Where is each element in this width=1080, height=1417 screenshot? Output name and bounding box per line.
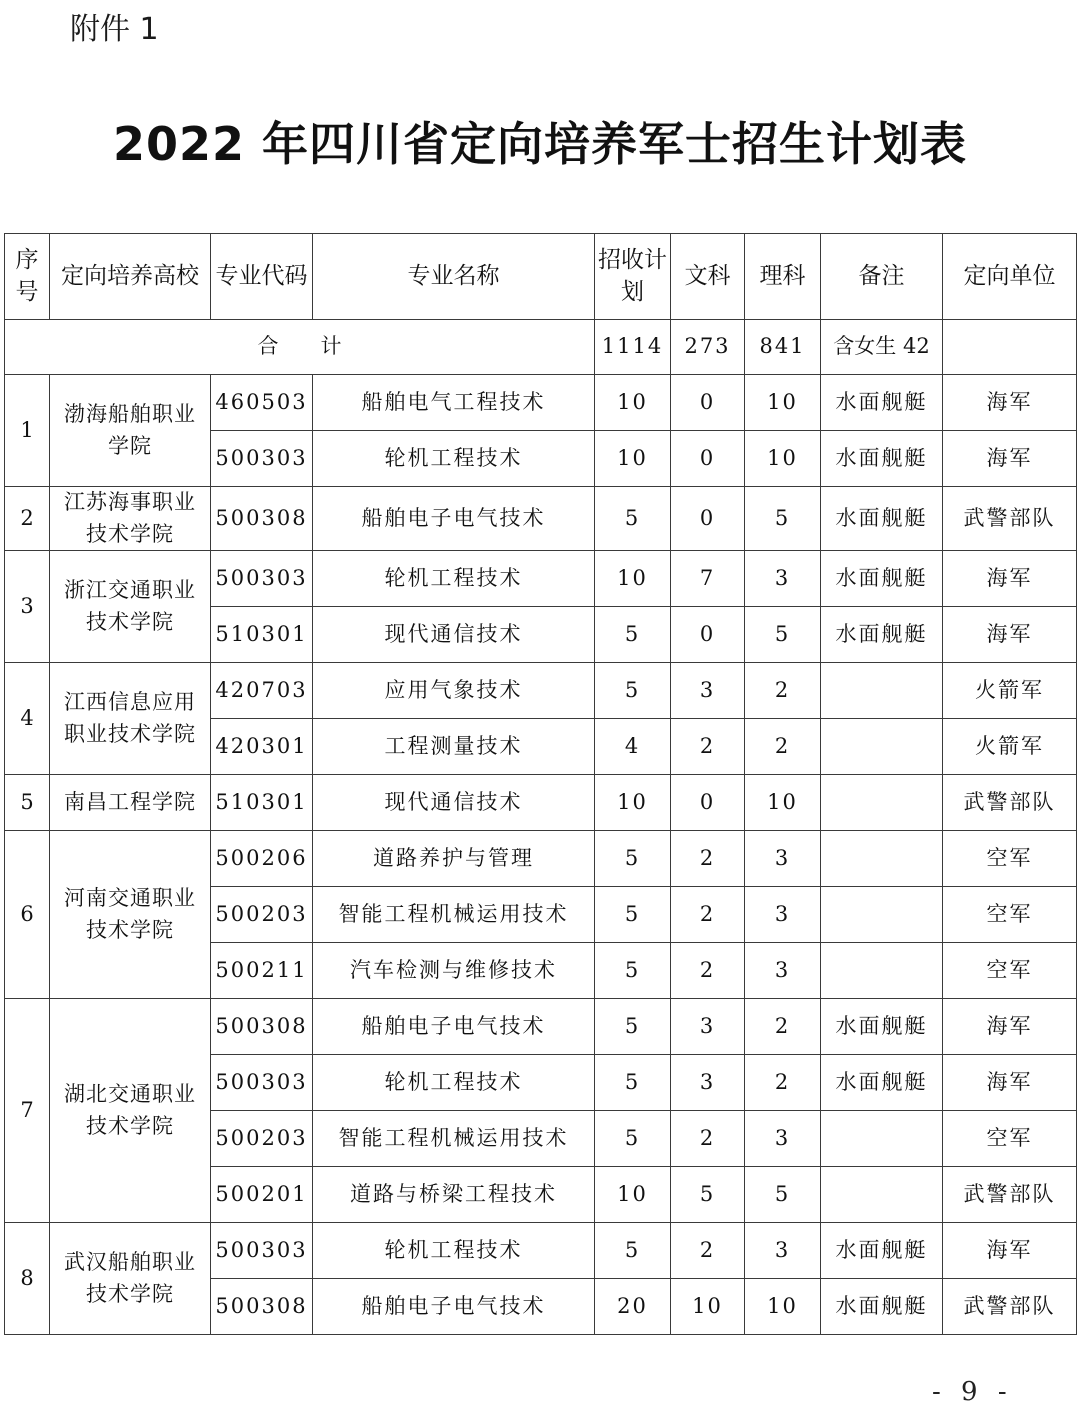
school-name: 河南交通职业技术学院 xyxy=(50,831,211,999)
major-unit: 火箭军 xyxy=(943,663,1077,719)
major-plan: 5 xyxy=(595,663,671,719)
major-arts: 0 xyxy=(671,607,745,663)
table-row xyxy=(5,663,1077,719)
major-plan: 5 xyxy=(595,831,671,887)
major-code: 460503 xyxy=(211,375,313,431)
major-note xyxy=(821,943,943,999)
major-unit: 空军 xyxy=(943,831,1077,887)
header-science: 理科 xyxy=(745,234,821,320)
total-science: 841 xyxy=(745,320,821,375)
major-arts: 3 xyxy=(671,999,745,1055)
major-plan: 5 xyxy=(595,943,671,999)
major-plan: 5 xyxy=(595,1223,671,1279)
total-arts: 273 xyxy=(671,320,745,375)
school-name: 渤海船舶职业学院 xyxy=(50,375,211,487)
school-name: 武汉船舶职业技术学院 xyxy=(50,1223,211,1335)
major-plan: 10 xyxy=(595,775,671,831)
major-note xyxy=(821,663,943,719)
school-seq: 2 xyxy=(5,487,50,551)
major-arts: 2 xyxy=(671,831,745,887)
major-code: 500303 xyxy=(211,431,313,487)
major-code: 500211 xyxy=(211,943,313,999)
attachment-label: 附件 1 xyxy=(70,12,159,47)
major-arts: 7 xyxy=(671,551,745,607)
major-arts: 10 xyxy=(671,1279,745,1335)
table-row xyxy=(5,999,1077,1055)
school-seq: 5 xyxy=(5,775,50,831)
major-plan: 10 xyxy=(595,1167,671,1223)
major-name: 现代通信技术 xyxy=(313,775,595,831)
table-row xyxy=(5,487,1077,551)
major-code: 500203 xyxy=(211,1111,313,1167)
major-code: 500308 xyxy=(211,999,313,1055)
major-arts: 3 xyxy=(671,1055,745,1111)
total-row xyxy=(5,320,1077,375)
major-note: 水面舰艇 xyxy=(821,551,943,607)
major-name: 轮机工程技术 xyxy=(313,551,595,607)
major-unit: 海军 xyxy=(943,607,1077,663)
major-name: 船舶电气工程技术 xyxy=(313,375,595,431)
total-plan: 1114 xyxy=(595,320,671,375)
major-code: 510301 xyxy=(211,607,313,663)
major-plan: 5 xyxy=(595,607,671,663)
major-unit: 武警部队 xyxy=(943,1279,1077,1335)
major-code: 420301 xyxy=(211,719,313,775)
major-plan: 5 xyxy=(595,999,671,1055)
major-note xyxy=(821,1167,943,1223)
major-science: 3 xyxy=(745,1223,821,1279)
major-arts: 3 xyxy=(671,663,745,719)
major-plan: 5 xyxy=(595,1111,671,1167)
major-name: 轮机工程技术 xyxy=(313,1055,595,1111)
major-unit: 海军 xyxy=(943,999,1077,1055)
major-science: 3 xyxy=(745,1111,821,1167)
major-code: 500303 xyxy=(211,551,313,607)
major-note xyxy=(821,887,943,943)
enrollment-plan-table xyxy=(4,233,1077,1335)
major-note: 水面舰艇 xyxy=(821,1055,943,1111)
major-note: 水面舰艇 xyxy=(821,1223,943,1279)
school-seq: 4 xyxy=(5,663,50,775)
school-name: 浙江交通职业技术学院 xyxy=(50,551,211,663)
major-arts: 2 xyxy=(671,887,745,943)
table-row xyxy=(5,1223,1077,1279)
major-arts: 2 xyxy=(671,719,745,775)
header-unit: 定向单位 xyxy=(943,234,1077,320)
major-code: 500203 xyxy=(211,887,313,943)
major-plan: 20 xyxy=(595,1279,671,1335)
major-unit: 海军 xyxy=(943,375,1077,431)
table-row xyxy=(5,775,1077,831)
major-code: 500206 xyxy=(211,831,313,887)
major-arts: 2 xyxy=(671,943,745,999)
page-number: - 9 - xyxy=(932,1377,1013,1407)
major-note: 水面舰艇 xyxy=(821,487,943,551)
major-science: 5 xyxy=(745,607,821,663)
major-unit: 空军 xyxy=(943,943,1077,999)
major-science: 10 xyxy=(745,775,821,831)
major-name: 汽车检测与维修技术 xyxy=(313,943,595,999)
major-code: 500303 xyxy=(211,1055,313,1111)
major-note xyxy=(821,831,943,887)
major-note xyxy=(821,775,943,831)
major-science: 3 xyxy=(745,551,821,607)
major-name: 道路养护与管理 xyxy=(313,831,595,887)
major-plan: 5 xyxy=(595,1055,671,1111)
major-note xyxy=(821,719,943,775)
major-code: 500308 xyxy=(211,487,313,551)
total-unit xyxy=(943,320,1077,375)
school-seq: 6 xyxy=(5,831,50,999)
major-science: 5 xyxy=(745,487,821,551)
school-name: 湖北交通职业技术学院 xyxy=(50,999,211,1223)
major-plan: 10 xyxy=(595,551,671,607)
major-note: 水面舰艇 xyxy=(821,375,943,431)
major-science: 5 xyxy=(745,1167,821,1223)
major-plan: 4 xyxy=(595,719,671,775)
major-arts: 0 xyxy=(671,375,745,431)
major-note: 水面舰艇 xyxy=(821,1279,943,1335)
table-row xyxy=(5,831,1077,887)
major-code: 500303 xyxy=(211,1223,313,1279)
header-name: 专业名称 xyxy=(313,234,595,320)
major-unit: 空军 xyxy=(943,887,1077,943)
major-plan: 10 xyxy=(595,375,671,431)
header-code: 专业代码 xyxy=(211,234,313,320)
header-row xyxy=(5,234,1077,320)
major-science: 3 xyxy=(745,887,821,943)
header-note: 备注 xyxy=(821,234,943,320)
page-title: 2022 年四川省定向培养军士招生计划表 xyxy=(112,117,968,171)
school-name: 江苏海事职业技术学院 xyxy=(50,487,211,551)
school-seq: 1 xyxy=(5,375,50,487)
major-unit: 武警部队 xyxy=(943,487,1077,551)
major-science: 10 xyxy=(745,431,821,487)
header-arts: 文科 xyxy=(671,234,745,320)
major-unit: 海军 xyxy=(943,551,1077,607)
major-arts: 2 xyxy=(671,1223,745,1279)
major-note xyxy=(821,1111,943,1167)
major-name: 工程测量技术 xyxy=(313,719,595,775)
major-name: 智能工程机械运用技术 xyxy=(313,1111,595,1167)
header-school: 定向培养高校 xyxy=(50,234,211,320)
total-note: 含女生 42 xyxy=(821,320,943,375)
major-code: 510301 xyxy=(211,775,313,831)
major-name: 轮机工程技术 xyxy=(313,431,595,487)
major-arts: 0 xyxy=(671,431,745,487)
table-row xyxy=(5,551,1077,607)
major-science: 2 xyxy=(745,663,821,719)
major-plan: 5 xyxy=(595,487,671,551)
major-unit: 海军 xyxy=(943,431,1077,487)
major-code: 500308 xyxy=(211,1279,313,1335)
major-note: 水面舰艇 xyxy=(821,999,943,1055)
major-plan: 10 xyxy=(595,431,671,487)
major-science: 2 xyxy=(745,719,821,775)
major-name: 轮机工程技术 xyxy=(313,1223,595,1279)
table-row xyxy=(5,375,1077,431)
major-name: 智能工程机械运用技术 xyxy=(313,887,595,943)
major-name: 应用气象技术 xyxy=(313,663,595,719)
major-unit: 武警部队 xyxy=(943,1167,1077,1223)
major-unit: 火箭军 xyxy=(943,719,1077,775)
school-seq: 3 xyxy=(5,551,50,663)
major-arts: 0 xyxy=(671,487,745,551)
major-note: 水面舰艇 xyxy=(821,607,943,663)
major-arts: 0 xyxy=(671,775,745,831)
major-name: 船舶电子电气技术 xyxy=(313,1279,595,1335)
major-name: 道路与桥梁工程技术 xyxy=(313,1167,595,1223)
major-unit: 海军 xyxy=(943,1055,1077,1111)
school-name: 南昌工程学院 xyxy=(50,775,211,831)
major-science: 3 xyxy=(745,943,821,999)
major-science: 2 xyxy=(745,999,821,1055)
total-label: 合 计 xyxy=(5,320,595,375)
major-code: 500201 xyxy=(211,1167,313,1223)
major-arts: 5 xyxy=(671,1167,745,1223)
major-unit: 武警部队 xyxy=(943,775,1077,831)
major-note: 水面舰艇 xyxy=(821,431,943,487)
major-science: 10 xyxy=(745,375,821,431)
major-name: 现代通信技术 xyxy=(313,607,595,663)
major-name: 船舶电子电气技术 xyxy=(313,999,595,1055)
major-unit: 空军 xyxy=(943,1111,1077,1167)
school-seq: 7 xyxy=(5,999,50,1223)
major-unit: 海军 xyxy=(943,1223,1077,1279)
school-name: 江西信息应用职业技术学院 xyxy=(50,663,211,775)
header-seq: 序号 xyxy=(5,234,50,320)
major-arts: 2 xyxy=(671,1111,745,1167)
school-seq: 8 xyxy=(5,1223,50,1335)
major-science: 3 xyxy=(745,831,821,887)
major-plan: 5 xyxy=(595,887,671,943)
header-plan: 招收计划 xyxy=(595,234,671,320)
major-science: 10 xyxy=(745,1279,821,1335)
major-science: 2 xyxy=(745,1055,821,1111)
major-code: 420703 xyxy=(211,663,313,719)
major-name: 船舶电子电气技术 xyxy=(313,487,595,551)
